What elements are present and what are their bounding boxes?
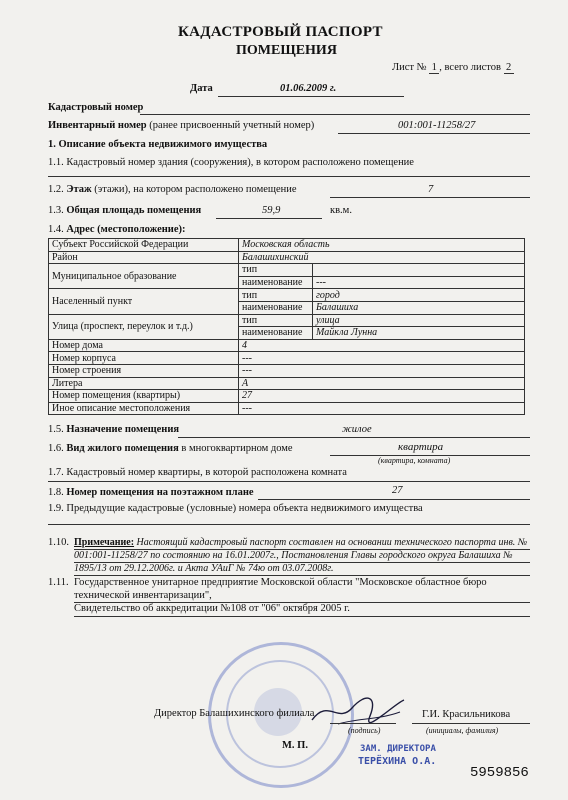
item-1-3 bbox=[48, 205, 201, 216]
signature-line bbox=[330, 723, 396, 724]
municipal-type-label: тип bbox=[239, 264, 313, 277]
item-1-5 bbox=[48, 424, 179, 435]
item-1-6-rest: в многоквартирном доме bbox=[181, 443, 293, 454]
municipal-name-label: наименование bbox=[239, 276, 313, 289]
purpose-underline bbox=[178, 437, 530, 438]
street-name-value: Майкла Лунна bbox=[313, 327, 525, 340]
item-1-1-line bbox=[48, 176, 530, 177]
district-label: Район bbox=[49, 251, 239, 264]
item-1-10-prefix: 1.10. bbox=[48, 537, 69, 548]
cadastral-number-label: Кадастровый номер bbox=[48, 102, 144, 113]
item-1-2-bold: Этаж bbox=[66, 184, 92, 195]
item-1-5-bold: Назначение помещения bbox=[66, 424, 180, 435]
item-1-2-prefix: 1.2. bbox=[48, 184, 64, 195]
item-1-5-prefix: 1.5. bbox=[48, 424, 64, 435]
accreditation-underline bbox=[74, 616, 530, 617]
item-1-11-prefix: 1.11. bbox=[48, 577, 69, 588]
table-row bbox=[49, 352, 525, 365]
org-line-2: технической инвентаризации", bbox=[74, 590, 212, 601]
letter-value: А bbox=[239, 377, 525, 390]
dwelling-type-value: квартира bbox=[398, 441, 444, 453]
item-1-6-bold: Вид жилого помещения bbox=[66, 443, 179, 454]
table-row bbox=[49, 339, 525, 352]
house-label: Номер дома bbox=[49, 339, 239, 352]
item-1-8-prefix: 1.8. bbox=[48, 487, 64, 498]
dwelling-type-hint: (квартира, комната) bbox=[378, 456, 451, 465]
locality-type-label: тип bbox=[239, 289, 313, 302]
address-table bbox=[48, 238, 525, 415]
municipal-label: Муниципальное образование bbox=[49, 264, 239, 289]
item-1-6 bbox=[48, 443, 293, 454]
item-1-4 bbox=[48, 224, 185, 235]
item-1-8-bold: Номер помещения на поэтажном плане bbox=[66, 487, 254, 498]
table-row bbox=[49, 239, 525, 252]
note-line-1 bbox=[74, 537, 527, 548]
locality-type-value: город bbox=[313, 289, 525, 302]
item-1-1: 1.1. Кадастровый номер здания (сооружения), в котором расположено помещение bbox=[48, 157, 414, 168]
district-value: Балашихинский bbox=[239, 251, 525, 264]
purpose-value: жилое bbox=[342, 424, 372, 435]
street-type-value: улица bbox=[313, 314, 525, 327]
item-1-7-line bbox=[48, 481, 530, 482]
table-row bbox=[49, 314, 525, 327]
signatory-position: Директор Балашихинского филиала bbox=[154, 708, 315, 719]
total-sheets: 2 bbox=[504, 62, 514, 74]
structure-label: Номер строения bbox=[49, 364, 239, 377]
note-label: Примечание: bbox=[74, 537, 135, 548]
house-value: 4 bbox=[239, 339, 525, 352]
subject-value: Московская область bbox=[239, 239, 525, 252]
date-underline bbox=[218, 96, 404, 97]
note-text-1: Настоящий кадастровый паспорт составлен на основании технического паспорта инв. № bbox=[136, 537, 528, 548]
floorplan-number-value: 27 bbox=[392, 485, 403, 496]
item-1-7: 1.7. Кадастровый номер квартиры, в которой расположена комната bbox=[48, 467, 347, 478]
area-unit: кв.м. bbox=[330, 205, 352, 216]
other-label: Иное описание местоположения bbox=[49, 402, 239, 415]
table-row bbox=[49, 377, 525, 390]
locality-name-value: Балашиха bbox=[313, 301, 525, 314]
serial-number: 5959856 bbox=[470, 765, 529, 781]
item-1-4-bold: Адрес (местоположение): bbox=[66, 224, 186, 235]
item-1-2 bbox=[48, 184, 297, 195]
building-value: --- bbox=[239, 352, 525, 365]
table-row bbox=[49, 390, 525, 403]
date-value: 01.06.2009 г. bbox=[280, 83, 337, 94]
area-underline bbox=[216, 218, 322, 219]
name-underline bbox=[412, 723, 530, 724]
note-underline-3 bbox=[74, 575, 530, 576]
locality-label: Населенный пункт bbox=[49, 289, 239, 314]
accreditation-line: Свидетельство об аккредитации №108 от "06" октября 2005 г. bbox=[74, 603, 350, 614]
floor-underline bbox=[330, 197, 530, 198]
note-underline-1 bbox=[74, 549, 530, 550]
seal-place-label: М. П. bbox=[282, 740, 308, 751]
inventory-value: 001:001-11258/27 bbox=[398, 120, 476, 131]
sheet-label: Лист № bbox=[392, 62, 427, 73]
item-1-6-prefix: 1.6. bbox=[48, 443, 64, 454]
name-hint: (инициалы, фамилия) bbox=[426, 726, 499, 735]
table-row bbox=[49, 251, 525, 264]
inventory-label: Инвентарный номер bbox=[48, 120, 147, 131]
page-subtitle: ПОМЕЩЕНИЯ bbox=[236, 43, 337, 58]
org-underline-2 bbox=[74, 602, 530, 603]
sheet-number: 1 bbox=[429, 62, 439, 74]
cadastral-number-line bbox=[140, 114, 530, 115]
section-1-title: 1. Описание объекта недвижимого имущества bbox=[48, 139, 268, 150]
street-type-label: тип bbox=[239, 314, 313, 327]
inventory-label-rest: (ранее присвоенный учетный номер) bbox=[149, 120, 315, 131]
item-1-3-prefix: 1.3. bbox=[48, 205, 64, 216]
building-label: Номер корпуса bbox=[49, 352, 239, 365]
municipal-name-value: --- bbox=[313, 276, 525, 289]
date-label: Дата bbox=[190, 83, 213, 94]
inventory-underline bbox=[338, 133, 530, 134]
item-1-8 bbox=[48, 487, 254, 498]
sheet-info bbox=[392, 62, 514, 74]
table-row bbox=[49, 364, 525, 377]
apartment-label: Номер помещения (квартиры) bbox=[49, 390, 239, 403]
subject-label: Субъект Российской Федерации bbox=[49, 239, 239, 252]
apartment-value: 27 bbox=[239, 390, 525, 403]
other-value: --- bbox=[239, 402, 525, 415]
note-line-3: 1895/13 от 29.12.2006г. и Акта УАиГ № 74ю от 03.07.2008г. bbox=[74, 563, 334, 574]
item-1-9: 1.9. Предыдущие кадастровые (условные) номера объекта недвижимого имущества bbox=[48, 503, 423, 514]
locality-name-label: наименование bbox=[239, 301, 313, 314]
structure-value: --- bbox=[239, 364, 525, 377]
deputy-stamp-line-1: ЗАМ. ДИРЕКТОРА bbox=[360, 744, 436, 754]
total-label: , всего листов bbox=[439, 62, 501, 73]
street-label: Улица (проспект, переулок и т.д.) bbox=[49, 314, 239, 339]
signature-hint: (подпись) bbox=[348, 726, 381, 735]
floor-value: 7 bbox=[428, 184, 434, 195]
table-row bbox=[49, 289, 525, 302]
signatory-name: Г.И. Красильникова bbox=[422, 709, 511, 720]
municipal-type-value bbox=[313, 264, 525, 277]
org-line-1: Государственное унитарное предприятие Московской области "Московское областное бюро bbox=[74, 577, 487, 588]
item-1-2-rest: (этажи), на котором расположено помещение bbox=[94, 184, 297, 195]
floorplan-underline bbox=[258, 499, 530, 500]
street-name-label: наименование bbox=[239, 327, 313, 340]
table-row bbox=[49, 402, 525, 415]
deputy-stamp-line-2: ТЕРЁХИНА О.А. bbox=[358, 756, 437, 767]
table-row bbox=[49, 264, 525, 277]
note-line-2: 001:001-11258/27 по состоянию на 16.01.2007г., Постановления Главы городского округа Балашиха № bbox=[74, 550, 513, 561]
area-value: 59,9 bbox=[262, 205, 281, 216]
item-1-3-bold: Общая площадь помещения bbox=[66, 205, 202, 216]
page-title: КАДАСТРОВЫЙ ПАСПОРТ bbox=[178, 24, 383, 40]
inventory-number bbox=[48, 120, 314, 131]
letter-label: Литера bbox=[49, 377, 239, 390]
item-1-4-prefix: 1.4. bbox=[48, 224, 64, 235]
item-1-9-line bbox=[48, 524, 530, 525]
note-underline-2 bbox=[74, 562, 530, 563]
